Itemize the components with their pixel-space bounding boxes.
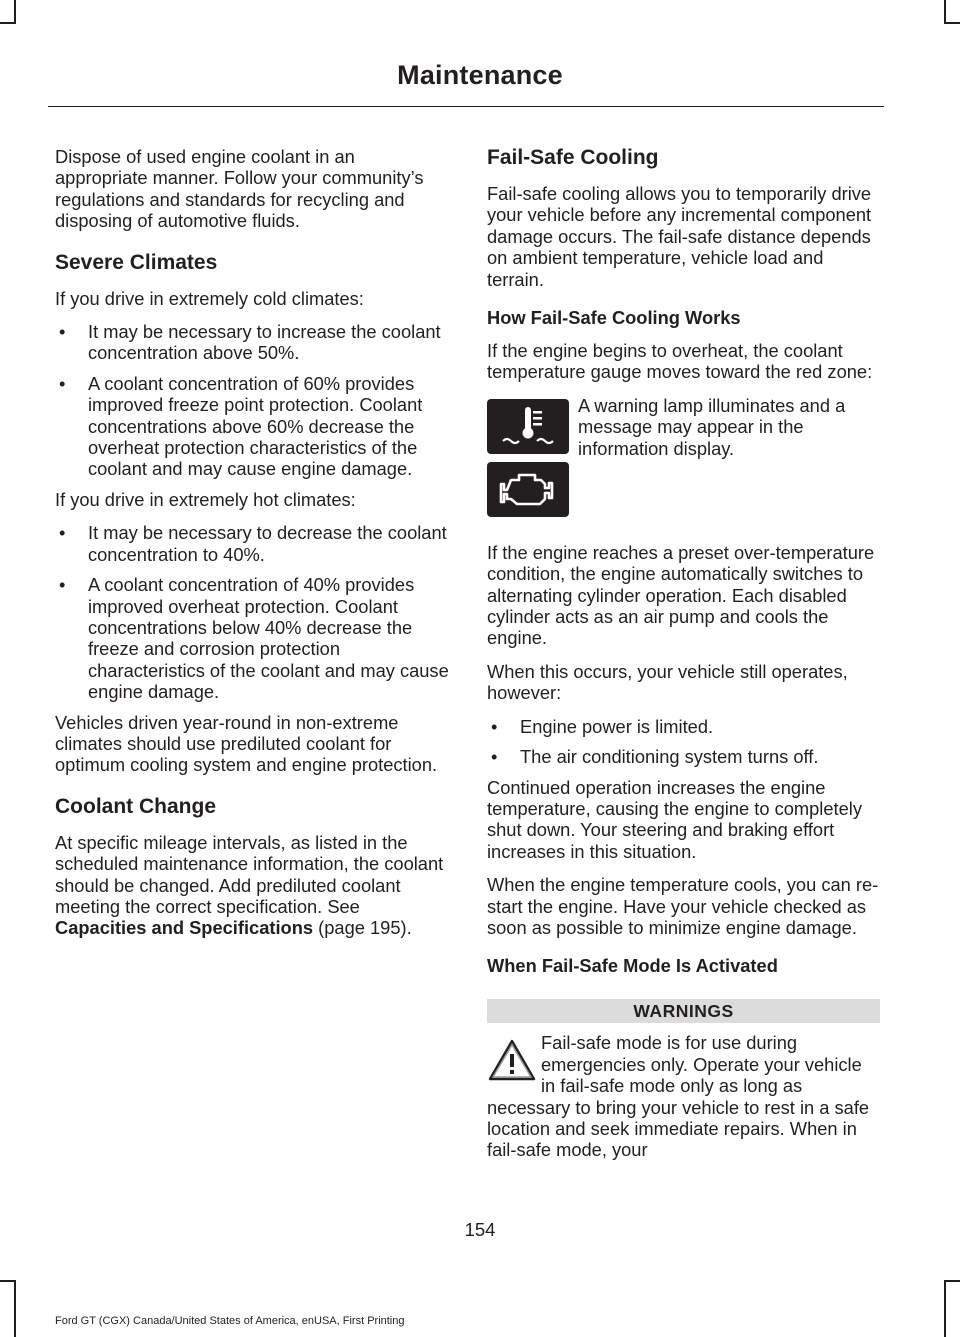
crop-mark	[944, 0, 946, 22]
coolant-change-heading: Coolant Change	[55, 794, 216, 818]
warning-block	[487, 1032, 880, 1160]
severe-climates-heading: Severe Climates	[55, 250, 218, 274]
intro-paragraph: Dispose of used engine coolant in an appropriate manner. Follow your community’s regulations and standards for recycling and disposing of automotive fluids.	[55, 146, 424, 232]
coolant-change-text: At specific mileage intervals, as listed in the scheduled maintenance information, the coolant should be changed. Add prediluted coolant meeting the correct specification. See	[55, 831, 444, 917]
crop-mark	[0, 1280, 16, 1282]
how-it-works-heading: How Fail-Safe Cooling Works	[487, 307, 741, 329]
year-round-paragraph: Vehicles driven year-round in non-extreme climates should use prediluted coolant for optimum cooling system and engine protection.	[55, 711, 438, 776]
coolant-temperature-icon	[487, 399, 569, 454]
warning-lamps-block	[487, 395, 880, 530]
cold-intro: If you drive in extremely cold climates:	[55, 287, 364, 309]
hot-list	[55, 522, 450, 702]
list-item: • It may be necessary to increase the coolant concentration above 50%.	[55, 321, 450, 364]
page-title: Maintenance	[397, 60, 563, 90]
left-column	[55, 146, 450, 951]
warnings-banner: WARNINGS	[487, 999, 880, 1023]
crop-mark	[944, 22, 960, 24]
cold-list	[55, 321, 450, 480]
page-number: 154	[464, 1219, 496, 1240]
list-item: • A coolant concentration of 60% provides improved freeze point protection. Coolant concentrations above 60% decrease the overheat protection characteristics of the coolant and may cause engine damage.	[55, 373, 450, 480]
over-temperature-paragraph: If the engine reaches a preset over-temperature condition, the engine automatically switches to alternating cylinder operation. Each disabled cylinder acts as an air pump and cools the engine.	[487, 541, 875, 649]
occurs-list	[487, 716, 880, 768]
fail-safe-heading: Fail-Safe Cooling	[487, 146, 659, 169]
warning-lamp-text: A warning lamp illuminates and a message may appear in the information display.	[578, 394, 846, 459]
fail-safe-intro: Fail-safe cooling allows you to temporarily drive your vehicle before any incremental component damage occurs. The fail-safe distance depends on ambient temperature, vehicle load and terrain.	[487, 183, 872, 290]
list-item: • It may be necessary to decrease the coolant concentration to 40%.	[55, 522, 450, 565]
crop-mark	[14, 0, 16, 22]
check-engine-icon	[487, 462, 569, 517]
crop-mark	[0, 22, 16, 24]
crop-mark	[944, 1280, 960, 1282]
right-column	[487, 146, 880, 1161]
warning-text: Fail-safe mode is for use during emergencies only. Operate your vehicle in fail-safe mode only as long as necessary to bring your vehicle to rest in a safe location and seek immediate repairs. When in fail-safe mode, your	[487, 1032, 870, 1161]
footer-text: Ford GT (CGX) Canada/United States of America, enUSA, First Printing	[55, 1315, 405, 1327]
list-item: • The air conditioning system turns off.	[487, 746, 880, 767]
crop-mark	[14, 1280, 16, 1337]
crop-mark	[944, 1280, 946, 1337]
when-occurs-paragraph: When this occurs, your vehicle still operates, however:	[487, 660, 848, 704]
coolant-change-paragraph	[55, 832, 450, 939]
header-rule	[48, 106, 884, 107]
how-it-works-text: If the engine begins to overheat, the coolant temperature gauge moves toward the red zone:	[487, 340, 873, 383]
continued-operation-paragraph: Continued operation increases the engine temperature, causing the engine to completely shut down. Your steering and braking effort increases in this situation.	[487, 776, 862, 862]
list-item: • A coolant concentration of 40% provides improved overheat protection. Coolant concentrations below 40% decrease the freeze and corrosion protection characteristics of the coolant and may cause engine damage.	[55, 574, 450, 702]
engine-cools-paragraph: When the engine temperature cools, you can re-start the engine. Have your vehicle checked as soon as possible to minimize engine damage.	[487, 874, 879, 938]
list-item: • Engine power is limited.	[487, 716, 880, 737]
page-reference: (page 195).	[318, 917, 412, 939]
warning-triangle-icon	[487, 1037, 537, 1083]
fail-safe-mode-heading: When Fail-Safe Mode Is Activated	[487, 955, 778, 977]
hot-intro: If you drive in extremely hot climates:	[55, 488, 356, 510]
capacities-link[interactable]: Capacities and Specifications	[55, 917, 314, 939]
